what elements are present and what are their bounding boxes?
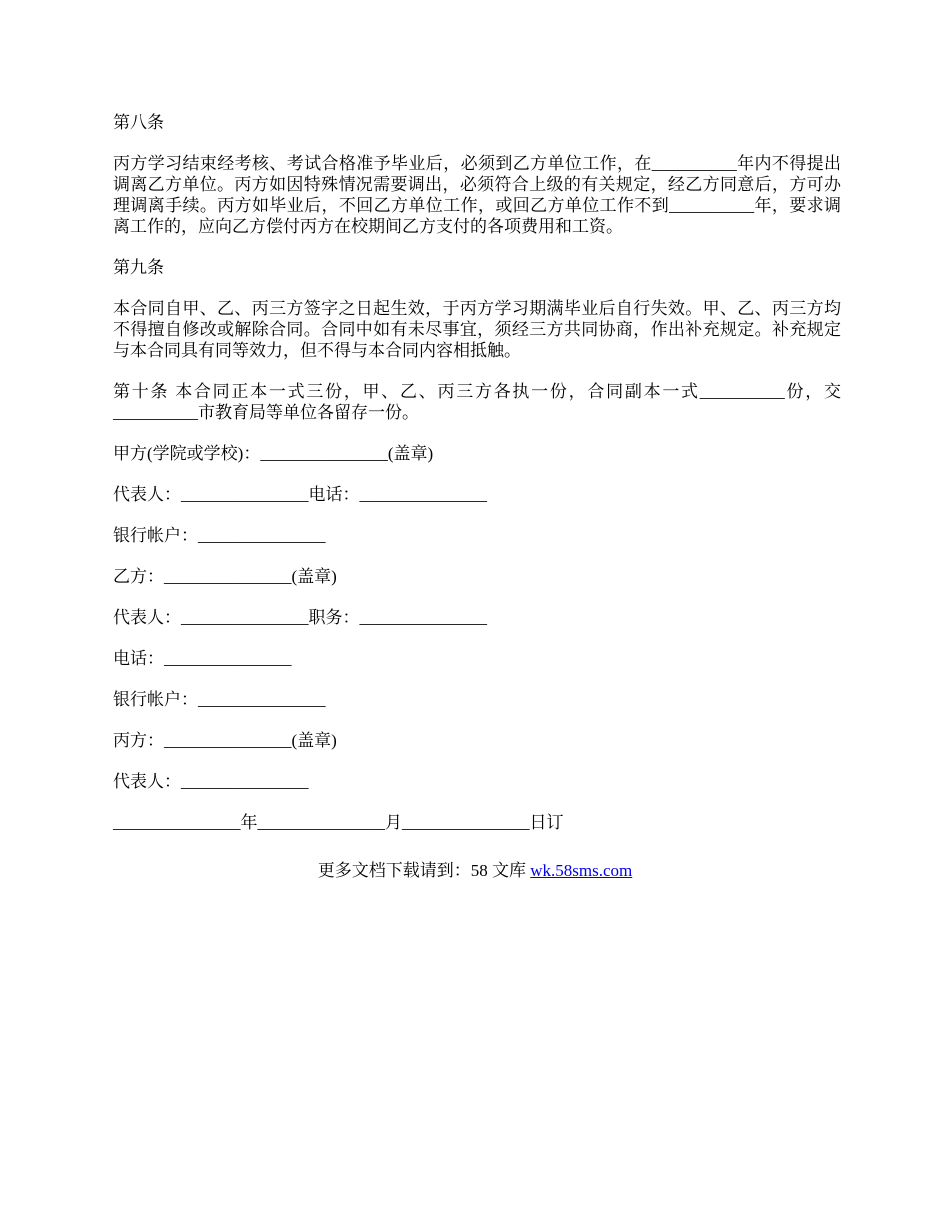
contract-page [113, 112, 841, 853]
party-a-name-line: 甲方(学院或学校)：_______________(盖章) [113, 444, 434, 463]
footer-text: 更多文档下载请到：58 文库 [317, 861, 531, 880]
party-b-name-line: 乙方：_______________(盖章) [113, 567, 337, 586]
party-b-bank-account-line: 银行帐户：_______________ [113, 690, 326, 709]
article-10-body: 第十条 本合同正本一式三份，甲、乙、丙三方各执一份，合同副本一式__________份，交__________市教育局等单位各留存一份。 [113, 382, 841, 422]
party-a-bank-account-line: 银行帐户：_______________ [113, 526, 326, 545]
party-c-name-line: 丙方：_______________(盖章) [113, 731, 337, 750]
article-9-body: 本合同自甲、乙、丙三方签字之日起生效，于丙方学习期满毕业后自行失效。甲、乙、丙三方均不得擅自修改或解除合同。合同中如有未尽事宜，须经三方共同协商，作出补充规定。补充规定与本合同具有同等效力，但不得与本合同内容相抵触。 [113, 299, 841, 360]
party-c-representative-line: 代表人：_______________ [113, 772, 309, 791]
party-a-representative-line: 代表人：_______________电话：_______________ [113, 485, 487, 504]
party-b-representative-line: 代表人：_______________职务：_______________ [113, 608, 487, 627]
signing-date-line: _______________年_______________月_______________日订 [113, 813, 564, 832]
party-b-phone-line: 电话：_______________ [113, 649, 292, 668]
article-8-heading: 第八条 [113, 113, 164, 132]
footer-link[interactable]: wk.58sms.com [530, 861, 633, 880]
article-9-heading: 第九条 [113, 258, 164, 277]
article-8-body: 丙方学习结束经考核、考试合格准予毕业后，必须到乙方单位工作，在__________年内不得提出调离乙方单位。丙方如因特殊情况需要调出，必须符合上级的有关规定，经乙方同意后，方可办理调离手续。丙方如毕业后，不回乙方单位工作，或回乙方单位工作不到__________年，要求调离工作的，应向乙方偿付丙方在校期间乙方支付的各项费用和工资。 [113, 154, 841, 236]
download-footer [0, 860, 950, 881]
